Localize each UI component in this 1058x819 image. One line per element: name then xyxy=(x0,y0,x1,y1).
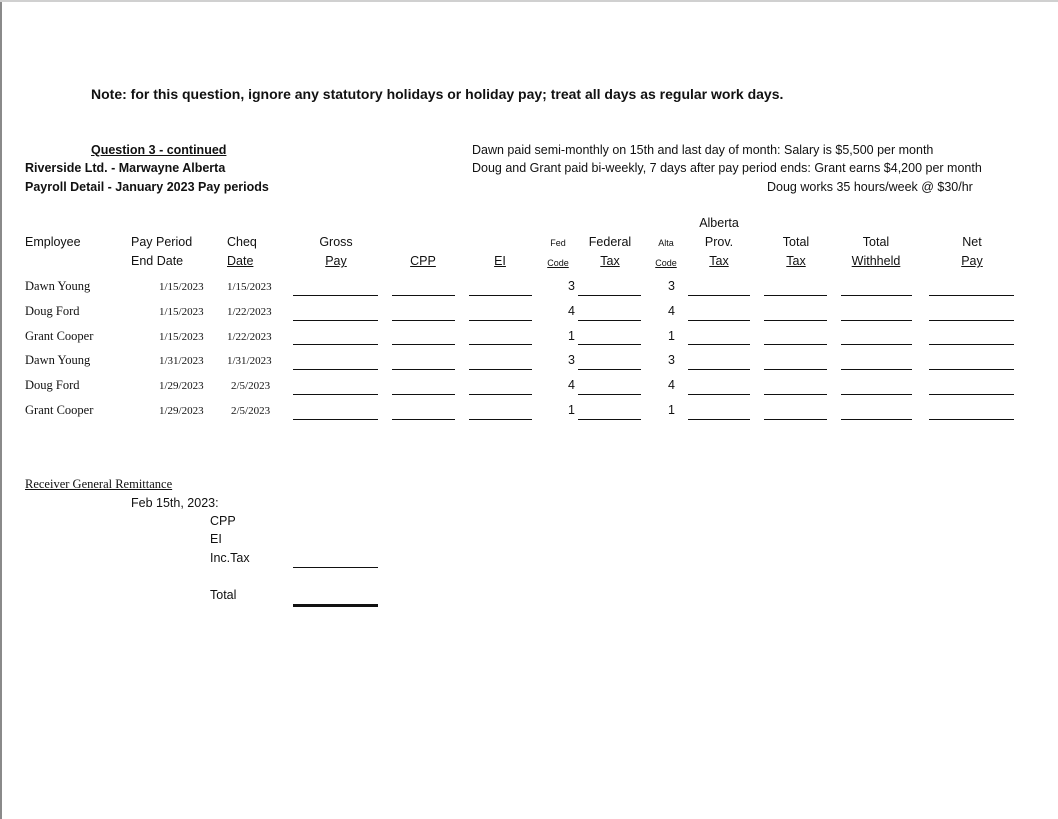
row1-end-date: 1/15/2023 xyxy=(159,281,204,293)
row3-end-date: 1/15/2023 xyxy=(159,331,204,343)
row6-cpp-blank xyxy=(392,419,455,420)
col-gross-line2: Pay xyxy=(325,254,347,268)
row5-gross-pay-blank xyxy=(293,394,378,395)
row3-cheq-date: 1/22/2023 xyxy=(227,331,272,343)
row6-total-withheld-blank xyxy=(841,419,912,420)
col-alta-code-line1: Alta xyxy=(658,238,674,248)
row6-end-date: 1/29/2023 xyxy=(159,405,204,417)
remittance-cpp-label: CPP xyxy=(210,514,236,528)
row4-ei-blank xyxy=(469,369,532,370)
row1-total-withheld-blank xyxy=(841,295,912,296)
payroll-subtitle: Payroll Detail - January 2023 Pay periods xyxy=(25,180,269,194)
row5-employee: Doug Ford xyxy=(25,378,80,392)
col-total-withheld-line2: Withheld xyxy=(851,254,901,268)
remittance-ei-label: EI xyxy=(210,532,222,546)
row2-ei-blank xyxy=(469,320,532,321)
row4-gross-pay-blank xyxy=(293,369,378,370)
row1-alberta-tax-blank xyxy=(688,295,750,296)
col-ei: EI xyxy=(494,254,506,268)
row6-alberta-tax-blank xyxy=(688,419,750,420)
row5-cheq-date: 2/5/2023 xyxy=(231,380,271,392)
row2-end-date: 1/15/2023 xyxy=(159,306,204,318)
row5-net-pay-blank xyxy=(929,394,1014,395)
row4-federal-tax-blank xyxy=(578,369,641,370)
row4-total-withheld-blank xyxy=(841,369,912,370)
row6-cheq-date: 2/5/2023 xyxy=(231,405,271,417)
row1-net-pay-blank xyxy=(929,295,1014,296)
col-fed-code-line2: Code xyxy=(547,258,569,268)
row5-total-withheld-blank xyxy=(841,394,912,395)
col-cheq-line2: Date xyxy=(227,254,254,268)
page-left-edge xyxy=(0,0,2,819)
row1-alta-code: 3 xyxy=(668,279,675,293)
row1-federal-tax-blank xyxy=(578,295,641,296)
row2-cheq-date: 1/22/2023 xyxy=(227,306,272,318)
row2-fed-code: 4 xyxy=(568,304,575,318)
row5-fed-code: 4 xyxy=(568,378,575,392)
remittance-inc-tax-blank xyxy=(293,567,378,568)
row4-alberta-tax-blank xyxy=(688,369,750,370)
col-fed-code-line1: Fed xyxy=(550,238,566,248)
page-top-edge xyxy=(0,0,1058,2)
remittance-title: Receiver General Remittance xyxy=(25,477,173,491)
col-net-pay-line2: Pay xyxy=(961,254,983,268)
row5-total-tax-blank xyxy=(764,394,827,395)
row1-total-tax-blank xyxy=(764,295,827,296)
remittance-total-blank xyxy=(293,604,378,607)
row6-ei-blank xyxy=(469,419,532,420)
col-total-withheld-line1: Total xyxy=(862,235,890,249)
remittance-inc-tax-label: Inc.Tax xyxy=(210,551,250,565)
row2-employee: Doug Ford xyxy=(25,304,80,318)
row3-employee: Grant Cooper xyxy=(25,329,94,343)
row3-alta-code: 1 xyxy=(668,329,675,343)
col-pay-period-line1: Pay Period xyxy=(131,235,193,249)
row2-alta-code: 4 xyxy=(668,304,675,318)
row4-alta-code: 3 xyxy=(668,353,675,367)
row2-federal-tax-blank xyxy=(578,320,641,321)
info-line-1: Dawn paid semi-monthly on 15th and last day of month: Salary is $5,500 per month xyxy=(472,143,934,157)
col-alta-code-line2: Code xyxy=(655,258,677,268)
row2-total-withheld-blank xyxy=(841,320,912,321)
row4-total-tax-blank xyxy=(764,369,827,370)
col-federal-tax-line2: Tax xyxy=(600,254,620,268)
row6-alta-code: 1 xyxy=(668,403,675,417)
row6-employee: Grant Cooper xyxy=(25,403,94,417)
row6-net-pay-blank xyxy=(929,419,1014,420)
row4-cheq-date: 1/31/2023 xyxy=(227,355,272,367)
row3-fed-code: 1 xyxy=(568,329,575,343)
row5-end-date: 1/29/2023 xyxy=(159,380,204,392)
col-cpp: CPP xyxy=(410,254,436,268)
row1-gross-pay-blank xyxy=(293,295,378,296)
col-federal-tax-line1: Federal xyxy=(588,235,632,249)
row4-cpp-blank xyxy=(392,369,455,370)
row6-total-tax-blank xyxy=(764,419,827,420)
row1-cheq-date: 1/15/2023 xyxy=(227,281,272,293)
question-heading: Question 3 - continued xyxy=(91,143,227,157)
row4-end-date: 1/31/2023 xyxy=(159,355,204,367)
row5-cpp-blank xyxy=(392,394,455,395)
row6-federal-tax-blank xyxy=(578,419,641,420)
col-cheq-line1: Cheq xyxy=(227,235,257,249)
remittance-date: Feb 15th, 2023: xyxy=(131,496,219,510)
col-alberta-line2: Prov. xyxy=(704,235,734,249)
row1-cpp-blank xyxy=(392,295,455,296)
row3-gross-pay-blank xyxy=(293,344,378,345)
col-alberta-line1: Alberta xyxy=(699,216,739,230)
row3-alberta-tax-blank xyxy=(688,344,750,345)
row3-total-withheld-blank xyxy=(841,344,912,345)
row5-alberta-tax-blank xyxy=(688,394,750,395)
remittance-total-label: Total xyxy=(210,588,237,602)
row4-fed-code: 3 xyxy=(568,353,575,367)
col-gross-line1: Gross xyxy=(319,235,353,249)
col-pay-period-line2: End Date xyxy=(131,254,184,268)
row3-cpp-blank xyxy=(392,344,455,345)
row5-alta-code: 4 xyxy=(668,378,675,392)
company-name: Riverside Ltd. - Marwayne Alberta xyxy=(25,161,226,175)
row4-employee: Dawn Young xyxy=(25,353,91,367)
row1-ei-blank xyxy=(469,295,532,296)
row6-fed-code: 1 xyxy=(568,403,575,417)
col-employee: Employee xyxy=(25,235,81,249)
row3-net-pay-blank xyxy=(929,344,1014,345)
row5-federal-tax-blank xyxy=(578,394,641,395)
row3-federal-tax-blank xyxy=(578,344,641,345)
row2-net-pay-blank xyxy=(929,320,1014,321)
row3-total-tax-blank xyxy=(764,344,827,345)
row2-cpp-blank xyxy=(392,320,455,321)
col-total-tax-line2: Tax xyxy=(786,254,806,268)
row1-fed-code: 3 xyxy=(568,279,575,293)
row5-ei-blank xyxy=(469,394,532,395)
info-line-3: Doug works 35 hours/week @ $30/hr xyxy=(767,180,973,194)
row4-net-pay-blank xyxy=(929,369,1014,370)
row3-ei-blank xyxy=(469,344,532,345)
row2-gross-pay-blank xyxy=(293,320,378,321)
col-net-pay-line1: Net xyxy=(962,235,982,249)
row1-employee: Dawn Young xyxy=(25,279,91,293)
info-line-2: Doug and Grant paid bi-weekly, 7 days after pay period ends: Grant earns $4,200 per month xyxy=(472,161,982,175)
row2-alberta-tax-blank xyxy=(688,320,750,321)
note-text: Note: for this question, ignore any statutory holidays or holiday pay; treat all days as regular work days. xyxy=(91,86,784,102)
col-alberta-line3: Tax xyxy=(709,254,729,268)
row6-gross-pay-blank xyxy=(293,419,378,420)
col-total-tax-line1: Total xyxy=(782,235,810,249)
row2-total-tax-blank xyxy=(764,320,827,321)
